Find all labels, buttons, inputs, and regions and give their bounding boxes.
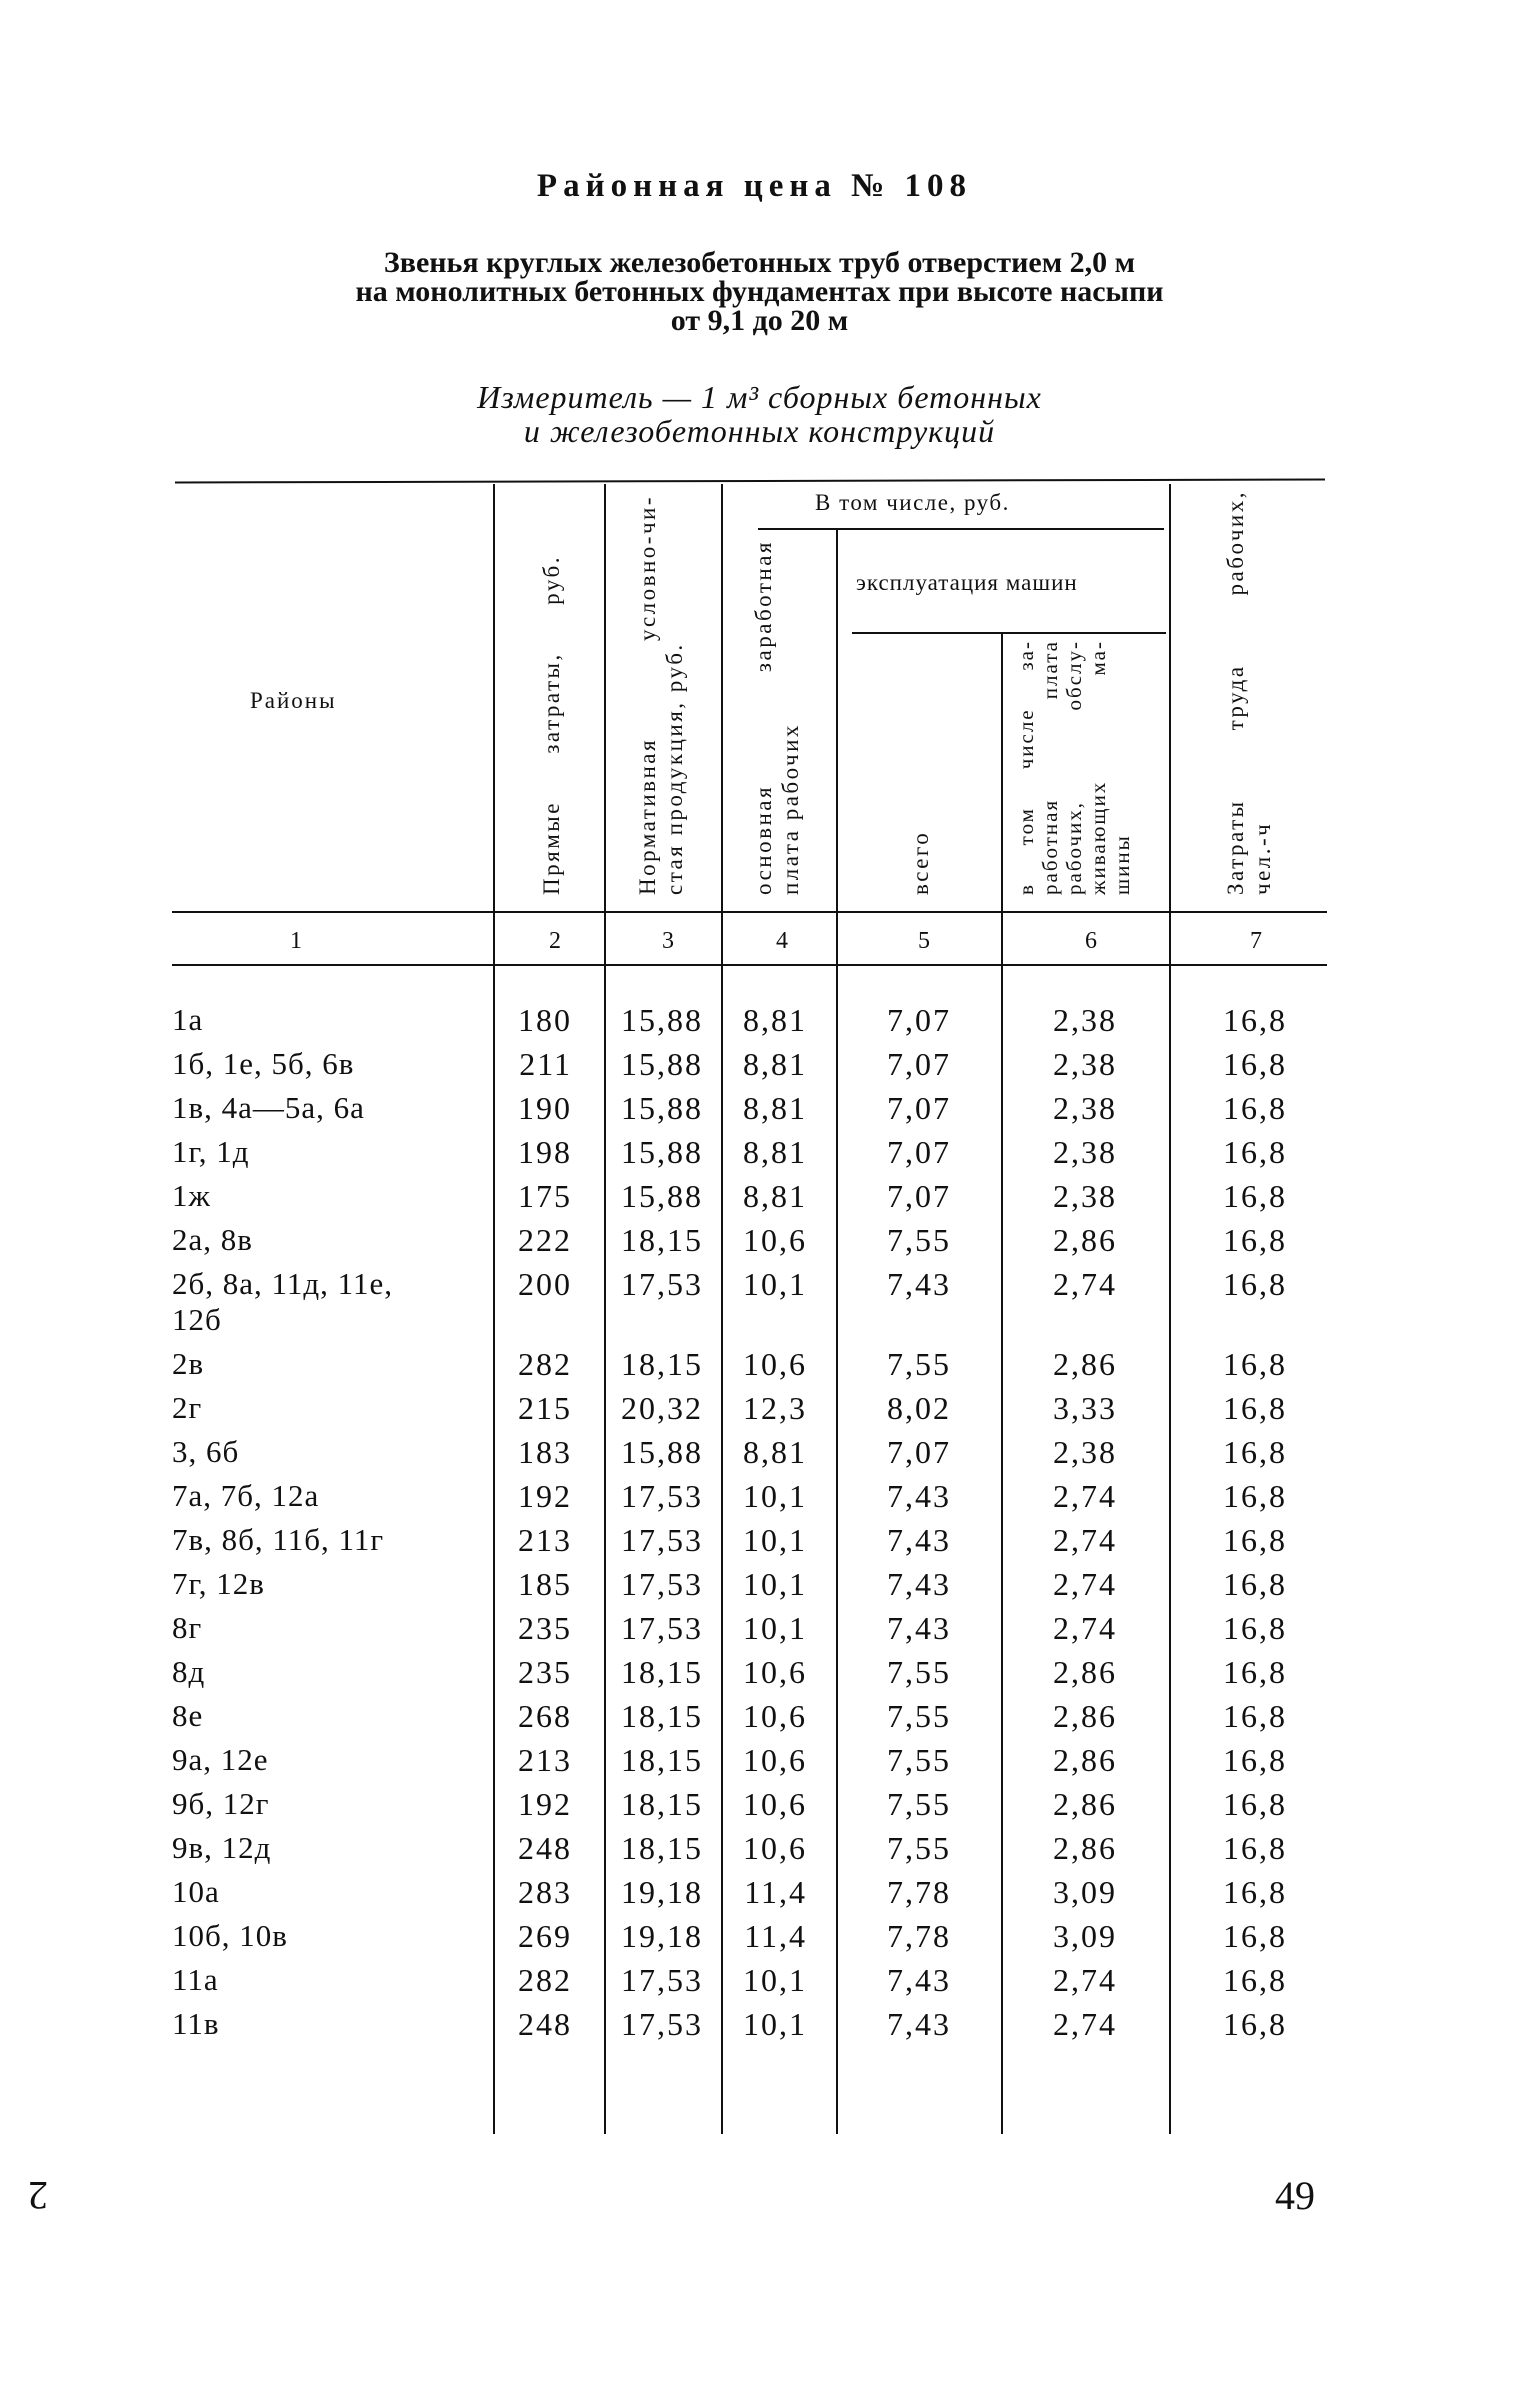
value-cell: 2,86 [1053, 1346, 1117, 1382]
value-cell: 2,86 [1053, 1786, 1117, 1822]
value-cell: 16,8 [1223, 1222, 1287, 1258]
value-cell: 17,53 [621, 1522, 703, 1558]
value-cell: 10,6 [743, 1786, 807, 1822]
value-cell: 7,55 [887, 1742, 951, 1778]
margin-mark: 2 [28, 2173, 48, 2218]
value-cell: 17,53 [621, 1266, 703, 1302]
value-cell: 2,86 [1053, 1222, 1117, 1258]
table-top-rule [175, 478, 1325, 483]
value-cell: 2,86 [1053, 1698, 1117, 1734]
value-cell: 3,33 [1053, 1390, 1117, 1426]
table-row [0, 1262, 1539, 1342]
value-cell: 17,53 [621, 2006, 703, 2042]
header-normative-line: Нормативная условно-чи- [635, 495, 660, 895]
value-cell: 248 [518, 2006, 572, 2042]
header-normative-line: стая продукция, руб. [662, 642, 687, 895]
value-cell: 213 [518, 1522, 572, 1558]
region-cell: 1б, 1е, 5б, 6в [172, 1046, 355, 1081]
header-wages-line: основная заработная [751, 540, 776, 895]
region-cell: 2а, 8в [172, 1222, 253, 1257]
table-row [0, 1870, 1539, 1914]
table-row [0, 1218, 1539, 1262]
value-cell: 16,8 [1223, 1654, 1287, 1690]
value-cell: 2,86 [1053, 1654, 1117, 1690]
region-cell: 8д [172, 1654, 206, 1689]
value-cell: 20,32 [621, 1390, 703, 1426]
value-cell: 16,8 [1223, 1566, 1287, 1602]
region-cell: 1г, 1д [172, 1134, 250, 1169]
value-cell: 8,81 [743, 1002, 807, 1038]
value-cell: 7,55 [887, 1786, 951, 1822]
value-cell: 7,55 [887, 1222, 951, 1258]
value-cell: 213 [518, 1742, 572, 1778]
header-normative [634, 495, 688, 895]
value-cell: 10,6 [743, 1830, 807, 1866]
value-cell: 269 [518, 1918, 572, 1954]
value-cell: 16,8 [1223, 1478, 1287, 1514]
region-cell: 7а, 7б, 12а [172, 1478, 320, 1513]
value-cell: 2,86 [1053, 1742, 1117, 1778]
region-cell: 9б, 12г [172, 1786, 270, 1821]
table-row [0, 1562, 1539, 1606]
region-cell: 2г [172, 1390, 203, 1425]
value-cell: 2,74 [1053, 2006, 1117, 2042]
value-cell: 2,74 [1053, 1566, 1117, 1602]
value-cell: 16,8 [1223, 1962, 1287, 1998]
value-cell: 18,15 [621, 1346, 703, 1382]
including-rule [758, 528, 1164, 530]
region-cell: 9а, 12е [172, 1742, 269, 1777]
column-number: 6 [1085, 928, 1097, 954]
value-cell: 7,78 [887, 1918, 951, 1954]
value-cell: 10,1 [743, 1266, 807, 1302]
region-cell: 1в, 4а—5а, 6а [172, 1090, 365, 1125]
header-wages-line: плата рабочих [778, 723, 803, 895]
value-cell: 16,8 [1223, 1134, 1287, 1170]
table-subtitle [0, 248, 1519, 335]
value-cell: 15,88 [621, 1090, 703, 1126]
value-cell: 2,86 [1053, 1830, 1117, 1866]
value-cell: 215 [518, 1390, 572, 1426]
page-title [0, 168, 1539, 205]
table-row [0, 1650, 1539, 1694]
value-cell: 18,15 [621, 1742, 703, 1778]
value-cell: 16,8 [1223, 2006, 1287, 2042]
value-cell: 18,15 [621, 1698, 703, 1734]
value-cell: 7,43 [887, 1478, 951, 1514]
value-cell: 7,43 [887, 2006, 951, 2042]
value-cell: 7,43 [887, 1266, 951, 1302]
value-cell: 7,55 [887, 1654, 951, 1690]
value-cell: 16,8 [1223, 1090, 1287, 1126]
value-cell: 8,81 [743, 1046, 807, 1082]
region-cell: 10б, 10в [172, 1918, 288, 1953]
header-wages [750, 540, 804, 895]
value-cell: 16,8 [1223, 1610, 1287, 1646]
value-cell: 16,8 [1223, 1390, 1287, 1426]
value-cell: 192 [518, 1478, 572, 1514]
value-cell: 7,07 [887, 1134, 951, 1170]
value-cell: 15,88 [621, 1046, 703, 1082]
value-cell: 2,74 [1053, 1478, 1117, 1514]
value-cell: 7,07 [887, 1434, 951, 1470]
value-cell: 7,43 [887, 1566, 951, 1602]
value-cell: 180 [518, 1002, 572, 1038]
machines-rule [852, 632, 1166, 634]
table-row [0, 1130, 1539, 1174]
value-cell: 2,74 [1053, 1962, 1117, 1998]
value-cell: 11,4 [744, 1874, 807, 1910]
value-cell: 7,43 [887, 1962, 951, 1998]
value-cell: 10,1 [743, 1522, 807, 1558]
table-row [0, 1958, 1539, 2002]
table-row [0, 1042, 1539, 1086]
region-cell: 11в [172, 2006, 220, 2041]
value-cell: 16,8 [1223, 1266, 1287, 1302]
value-cell: 16,8 [1223, 1698, 1287, 1734]
value-cell: 16,8 [1223, 1830, 1287, 1866]
value-cell: 268 [518, 1698, 572, 1734]
column-number: 4 [776, 928, 788, 954]
table-row [0, 1386, 1539, 1430]
value-cell: 15,88 [621, 1134, 703, 1170]
value-cell: 16,8 [1223, 1046, 1287, 1082]
region-cell: 8е [172, 1698, 204, 1733]
value-cell: 10,1 [743, 1610, 807, 1646]
value-cell: 10,1 [743, 1478, 807, 1514]
value-cell: 18,15 [621, 1786, 703, 1822]
header-labor-line: чел.-ч [1250, 821, 1275, 895]
value-cell: 7,78 [887, 1874, 951, 1910]
value-cell: 2,74 [1053, 1610, 1117, 1646]
value-cell: 18,15 [621, 1654, 703, 1690]
region-cell: 2б, 8а, 11д, 11е, 12б [172, 1266, 394, 1337]
value-cell: 183 [518, 1434, 572, 1470]
table-row [0, 1914, 1539, 1958]
header-machine-wages-line: рабочих, обслу- [1062, 640, 1086, 895]
header-regions: Районы [250, 688, 337, 713]
page-title-text: Районная цена № 108 [536, 168, 973, 204]
value-cell: 248 [518, 1830, 572, 1866]
value-cell: 12,3 [743, 1390, 807, 1426]
value-cell: 8,81 [743, 1134, 807, 1170]
value-cell: 8,81 [743, 1090, 807, 1126]
table-row [0, 2002, 1539, 2046]
header-machine-wages [1014, 640, 1134, 895]
measure-line: и железобетонных конструкций [523, 413, 996, 449]
table-body [0, 998, 1539, 2046]
value-cell: 16,8 [1223, 1522, 1287, 1558]
value-cell: 200 [518, 1266, 572, 1302]
value-cell: 10,1 [743, 2006, 807, 2042]
region-cell: 1а [172, 1002, 204, 1037]
value-cell: 198 [518, 1134, 572, 1170]
value-cell: 7,55 [887, 1830, 951, 1866]
column-number: 2 [549, 928, 561, 954]
table-row [0, 1474, 1539, 1518]
table-row [0, 1086, 1539, 1130]
value-cell: 10,6 [743, 1222, 807, 1258]
value-cell: 235 [518, 1610, 572, 1646]
header-machine-wages-line: шины [1110, 834, 1134, 895]
header-machine-wages-line: работная плата [1038, 640, 1062, 895]
value-cell: 2,38 [1053, 1134, 1117, 1170]
region-cell: 1ж [172, 1178, 211, 1213]
value-cell: 8,81 [743, 1434, 807, 1470]
measure-unit [0, 380, 1519, 448]
value-cell: 2,38 [1053, 1178, 1117, 1214]
value-cell: 3,09 [1053, 1918, 1117, 1954]
table-row [0, 1342, 1539, 1386]
region-cell: 9в, 12д [172, 1830, 272, 1865]
value-cell: 235 [518, 1654, 572, 1690]
value-cell: 190 [518, 1090, 572, 1126]
region-cell: 3, 6б [172, 1434, 240, 1469]
table-row [0, 1782, 1539, 1826]
region-cell: 7в, 8б, 11б, 11г [172, 1522, 385, 1557]
value-cell: 2,74 [1053, 1266, 1117, 1302]
measure-line: Измеритель — 1 м³ сборных бетонных [477, 379, 1042, 415]
table-row [0, 1174, 1539, 1218]
value-cell: 16,8 [1223, 1786, 1287, 1822]
value-cell: 7,55 [887, 1346, 951, 1382]
value-cell: 8,81 [743, 1178, 807, 1214]
value-cell: 16,8 [1223, 1434, 1287, 1470]
column-number: 1 [290, 928, 302, 954]
value-cell: 7,43 [887, 1522, 951, 1558]
table-row [0, 1518, 1539, 1562]
value-cell: 283 [518, 1874, 572, 1910]
header-bottom-rule [172, 911, 1327, 913]
column-number: 5 [918, 928, 930, 954]
value-cell: 3,09 [1053, 1874, 1117, 1910]
region-cell: 8г [172, 1610, 203, 1645]
value-cell: 15,88 [621, 1178, 703, 1214]
value-cell: 10,1 [743, 1566, 807, 1602]
value-cell: 222 [518, 1222, 572, 1258]
value-cell: 16,8 [1223, 1742, 1287, 1778]
table-row [0, 1826, 1539, 1870]
value-cell: 2,38 [1053, 1434, 1117, 1470]
value-cell: 15,88 [621, 1434, 703, 1470]
value-cell: 16,8 [1223, 1002, 1287, 1038]
value-cell: 192 [518, 1786, 572, 1822]
value-cell: 7,43 [887, 1610, 951, 1646]
header-total: всего [908, 830, 933, 895]
region-cell: 11а [172, 1962, 219, 1997]
page-number: 49 [1275, 2173, 1315, 2218]
value-cell: 10,6 [743, 1654, 807, 1690]
value-cell: 282 [518, 1346, 572, 1382]
number-row-rule [172, 964, 1327, 966]
header-labor [1222, 490, 1276, 895]
header-machine-wages-line: живающих ма- [1086, 640, 1110, 895]
value-cell: 18,15 [621, 1222, 703, 1258]
column-number: 3 [662, 928, 674, 954]
value-cell: 10,6 [743, 1742, 807, 1778]
value-cell: 17,53 [621, 1478, 703, 1514]
value-cell: 175 [518, 1178, 572, 1214]
value-cell: 19,18 [621, 1874, 703, 1910]
table-row [0, 1738, 1539, 1782]
table-row [0, 1694, 1539, 1738]
table-row [0, 998, 1539, 1042]
region-cell: 10а [172, 1874, 220, 1909]
value-cell: 7,55 [887, 1698, 951, 1734]
header-labor-line: Затраты труда рабочих, [1223, 490, 1248, 895]
value-cell: 8,02 [887, 1390, 951, 1426]
table-row [0, 1430, 1539, 1474]
value-cell: 17,53 [621, 1566, 703, 1602]
value-cell: 16,8 [1223, 1874, 1287, 1910]
header-machines: эксплуатация машин [856, 570, 1078, 595]
value-cell: 18,15 [621, 1830, 703, 1866]
subtitle-line: от 9,1 до 20 м [670, 304, 849, 337]
value-cell: 2,38 [1053, 1090, 1117, 1126]
value-cell: 10,6 [743, 1698, 807, 1734]
value-cell: 11,4 [744, 1918, 807, 1954]
value-cell: 185 [518, 1566, 572, 1602]
value-cell: 16,8 [1223, 1918, 1287, 1954]
value-cell: 2,74 [1053, 1522, 1117, 1558]
value-cell: 19,18 [621, 1918, 703, 1954]
value-cell: 15,88 [621, 1002, 703, 1038]
value-cell: 7,07 [887, 1002, 951, 1038]
value-cell: 17,53 [621, 1962, 703, 1998]
subtitle-line: на монолитных бетонных фундаментах при высоте насыпи [355, 275, 1164, 308]
value-cell: 2,38 [1053, 1046, 1117, 1082]
column-number: 7 [1250, 928, 1262, 954]
value-cell: 10,1 [743, 1962, 807, 1998]
value-cell: 7,07 [887, 1178, 951, 1214]
header-direct-costs: Прямые затраты, руб. [539, 555, 564, 895]
subtitle-line: Звенья круглых железобетонных труб отверстием 2,0 м [383, 246, 1136, 279]
region-cell: 7г, 12в [172, 1566, 265, 1601]
table-row [0, 1606, 1539, 1650]
value-cell: 282 [518, 1962, 572, 1998]
value-cell: 2,38 [1053, 1002, 1117, 1038]
region-cell: 2в [172, 1346, 205, 1381]
value-cell: 7,07 [887, 1046, 951, 1082]
value-cell: 10,6 [743, 1346, 807, 1382]
header-including: В том числе, руб. [815, 490, 1010, 515]
value-cell: 17,53 [621, 1610, 703, 1646]
value-cell: 7,07 [887, 1090, 951, 1126]
value-cell: 16,8 [1223, 1178, 1287, 1214]
header-machine-wages-line: в том числе за- [1014, 640, 1038, 895]
value-cell: 211 [519, 1046, 572, 1082]
value-cell: 16,8 [1223, 1346, 1287, 1382]
